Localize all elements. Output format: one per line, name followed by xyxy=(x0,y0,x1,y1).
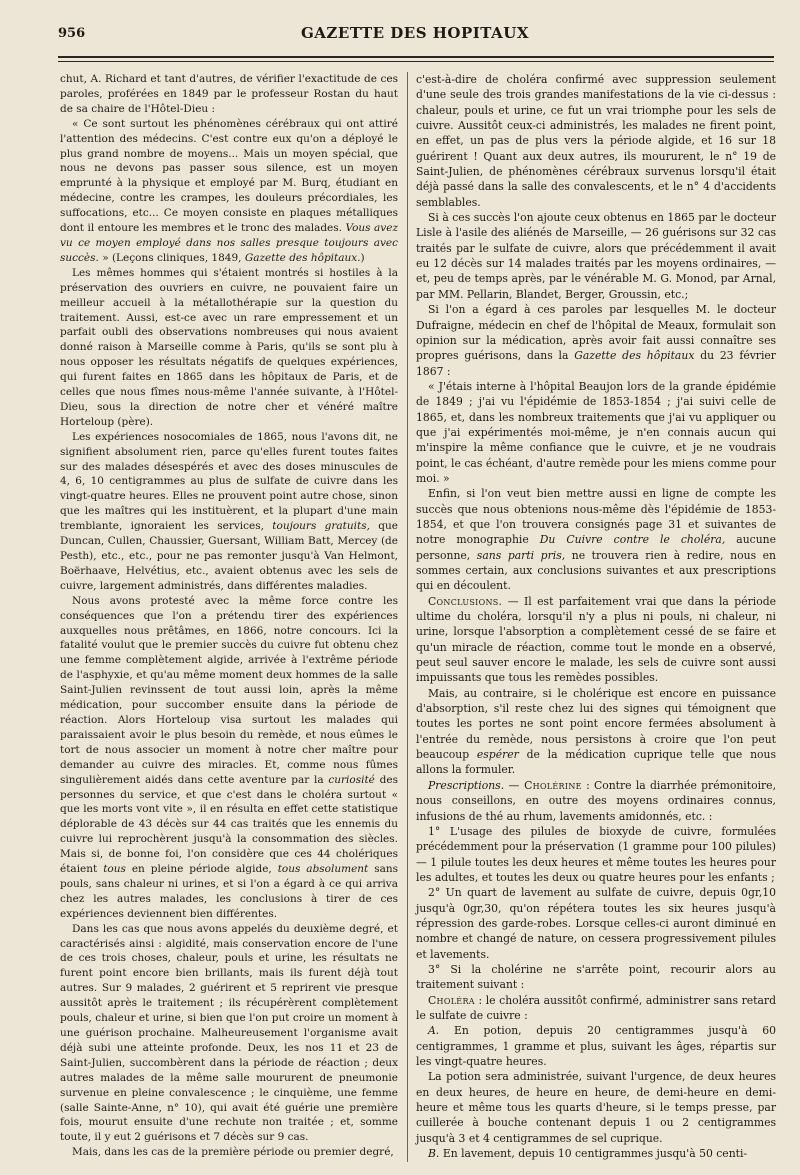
paragraph: B. En lavement, depuis 10 centigrammes jusqu'à 50 centi- xyxy=(428,1147,748,1161)
paragraph: La potion sera administrée, suivant l'urgence, de deux heures en deux heures, de heure en heure, de demi-heure en demi-heure et même tous les quarts d'heure, si le temps presse, par cuillerée à bouche contenant depuis 1 ou 2 centigrammes jusqu'à 3 et 4 centigrammes de sel cuprique. xyxy=(416,1070,776,1145)
paragraph: 2° Un quart de lavement au sulfate de cuivre, depuis 0gr,10 jusqu'à 0gr,30, qu'on répétera toutes les six heures jusqu'à répression des garde-robes. Lorsque celles-ci auront diminué en nombre et changé de nature, on cessera progressivement pilules et lavements. xyxy=(416,886,776,961)
paragraph: Si à ces succès l'on ajoute ceux obtenus en 1865 par le docteur Lisle à l'asile des aliénés de Marseille, — 26 guérisons sur 32 cas traités par le sulfate de cuivre, alors que précédemment il avait eu 12 décès sur 14 malades traités par les moyens ordinaires, — et, peu de temps après, par le vénérable M. G. Monod, par Arnal, par MM. Pellarin, Blandet, Berger, Groussin, etc.; xyxy=(416,211,776,301)
paragraph: chut, A. Richard et tant d'autres, de vérifier l'exactitude de ces paroles, proférées en 1849 par le professeur Rostan du haut de sa chaire de l'Hôtel-Dieu : xyxy=(60,73,398,115)
page-header xyxy=(58,22,772,52)
paragraph: 3° Si la cholérine ne s'arrête point, recourir alors au traitement suivant : xyxy=(416,962,776,992)
quote-paragraph: « Ce sont surtout les phénomènes cérébraux qui ont attiré l'attention des médecins. C'est contre eux qu'on a déployé le plus grand nombre de moyens... Mais un moyen spécial, que nous ne devons pas passer sous silence, est un moyen emprunté à la physique et employé par M. Burq, étudiant en médecine, contre les crampes, les douleurs précordiales, les suffocations, etc... Ce moyen consiste en plaques métalliques dont il entoure les membres et le tronc des malades. Vous avez vu ce moyen employé dans nos salles presque toujours avec succès. » (Leçons cliniques, 1849, Gazette des hôpitaux.) xyxy=(60,117,398,264)
section-label: Choléra xyxy=(428,993,475,1007)
paragraph: Les mêmes hommes qui s'étaient montrés si hostiles à la préservation des ouvriers en cuivre, ne pouvaient faire un meilleur accueil à la métallothérapie sur la question du traitement. Aussi, est-ce avec un rare empressement et un parfait oubli des observations nombreuses qui nous avaient donné raison à Marseille comme à Paris, qu'ils se sont plu à nous opposer les résultats négatifs de quelques expériences, qui furent faites en 1865 dans les hôpitaux de Paris, et de celles que nous fîmes nous-même l'année suivante, à l'Hôtel-Dieu, sous la direction de notre cher et vénéré maître Horteloup (père). xyxy=(60,266,398,428)
left-column xyxy=(60,72,398,1160)
running-title: GAZETTE DES HOPITAUX xyxy=(300,24,529,42)
right-column xyxy=(416,72,776,1161)
paragraph: Enfin, si l'on veut bien mettre aussi en ligne de compte les succès que nous obtenions nous-même dès l'épidémie de 1853-1854, et que l'on trouvera consignés page 31 et suivantes de notre monographie Du Cuivre contre le choléra, aucune personne, sans parti pris, ne trouvera rien à redire, nous en sommes certain, aux conclusions suivantes et aux prescriptions qui en découlent. xyxy=(416,487,777,593)
prescriptions-paragraph: Prescriptions. — Cholérine : Contre la diarrhée prémonitoire, nous conseillons, en outre des moyens ordinaires connus, infusions de thé au rhum, lavements amidonnés, etc. : xyxy=(416,778,777,823)
paragraph: Nous avons protesté avec la même force contre les conséquences que l'on a prétendu tirer des expériences auxquelles nous prêtâmes, en 1866, notre concours. Ici la fatalité voulut que le premier succès du cuivre fut obtenu chez une femme complètement algide, arrivée à l'extrême période de l'asphyxie, et qu'au même moment deux hommes de la salle Saint-Julien revinssent de tout aussi loin, après la même médication, pour succomber ensuite dans la période de réaction. Alors Horteloup visa surtout les malades qui paraissaient avoir le plus besoin du remède, et nous eûmes le tort de nous associer un moment à notre cher maître pour demander au cuivre des miracles. Et, comme nous fûmes singulièrement aidés dans cette aventure par la curiosité des personnes du service, et que c'est dans le choléra surtout « que les morts vont vite », il en résulta en effet cette statistique déplorable de 43 décès sur 44 cas traités que les ennemis du cuivre lui reprochèrent jusqu'à la consommation des siècles. Mais si, de bonne foi, l'on considère que ces 44 cholériques étaient tous en pleine période algide, tous absolument sans pouls, sans chaleur ni urines, et si l'on a égard à ce qui arriva chez les autres malades, les conclusions à tirer de ces expériences deviennent bien différentes. xyxy=(60,594,399,920)
paragraph: Les expériences nosocomiales de 1865, nous l'avons dit, ne signifient absolument rien, parce qu'elles furent toutes faites sur des malades désespérés et avec des doses minuscules de 4, 6, 10 centigrammes au plus de sulfate de cuivre dans les vingt-quatre heures. Elles ne prouvent point autre chose, sinon que les maîtres qui les instituèrent, et la plupart d'une main tremblante, ignoraient les services, toujours gratuits, que Duncan, Cullen, Chaussier, Guersant, William Batt, Mercey (de Pesth), etc., etc., pour ne pas remonter jusqu'à Van Helmont, Boërhaave, Helvétius, etc., avaient obtenus avec les sels de cuivre, largement administrés, dans différentes maladies. xyxy=(60,430,398,592)
paragraph: Si l'on a égard à ces paroles par lesquelles M. le docteur Dufraigne, médecin en chef de l'hôpital de Meaux, formulait son opinion sur la médication, après avoir fait aussi connaître ses propres guérisons, dans la Gazette des hôpitaux du 23 février 1867 : xyxy=(416,303,776,378)
paragraph: Mais, dans les cas de la première période ou premier degré, xyxy=(72,1146,394,1159)
paragraph: Dans les cas que nous avons appelés du deuxième degré, et caractérisés ainsi : algidité, mais conservation encore de l'une de ces trois choses, chaleur, pouls et urine, les résultats ne furent point encore bien brillants, mais ils furent déjà tout autres. Sur 9 malades, 2 guérirent et 5 reprirent vie presque aussitôt après le traitement ; ils récupérèrent complètement pouls, chaleur et urine, si bien que l'on put croire un moment à une guérison prochaine. Malheureusement l'organisme avait déjà subi une atteinte profonde. Deux, les nos 11 et 23 de Saint-Julien, succombèrent dans la période de réaction ; deux autres malades de la même salle moururent de pneumonie survenue en pleine convalescence ; le cinquième, une femme (salle Sainte-Anne, n° 10), qui avait été guérie une première fois, mourut ensuite d'une rechute non traitée ; et, somme toute, il y eut 2 guérisons et 7 décès sur 9 cas. xyxy=(60,922,398,1144)
paragraph: Choléra : le choléra aussitôt confirmé, administrer sans retard le sulfate de cuivre : xyxy=(416,993,776,1022)
paragraph: Mais, au contraire, si le cholérique est encore en puissance d'absorption, s'il reste chez lui des signes qui témoignent que toutes les portes ne sont point encore fermées absolument à l'entrée du remède, nous persistons à croire que l'on peut beaucoup espérer de la médication cuprique telle que nous allons la formuler. xyxy=(416,686,777,777)
paragraph: A. En potion, depuis 20 centigrammes jusqu'à 60 centigrammes, 1 gramme et plus, suivant les âges, répartis sur les vingt-quatre heures. xyxy=(416,1024,776,1068)
paragraph: 1° L'usage des pilules de bioxyde de cuivre, formulées précédemment pour la préservation (1 gramme pour 100 pilules) — 1 pilule toutes les deux heures et même toutes les heures pour les adultes, et toutes les deux ou quatre heures pour les enfants ; xyxy=(416,824,776,884)
header-rule-thin xyxy=(58,61,774,62)
paragraph: c'est-à-dire de choléra confirmé avec suppression seulement d'une seule des trois grandes manifestations de la vie ci-dessus : chaleur, pouls et urine, ce fut un vrai triomphe pour les sels de cuivre. Aussitôt ceux-ci administrés, les malades ne firent point, en effet, un pas de plus vers la période algide, et 16 sur 18 guérirent ! Quant aux deux autres, ils moururent, le n° 19 de Saint-Julien, de phénomènes cérébraux survenus lorsqu'il était déjà passé dans la salle des convalescents, et le n° 4 d'accidents semblables. xyxy=(416,73,776,209)
section-label: Prescriptions. xyxy=(428,778,505,792)
section-label: Conclusions. xyxy=(428,594,503,608)
page-number: 956 xyxy=(58,26,86,41)
conclusions-paragraph: Conclusions. — Il est parfaitement vrai que dans la période ultime du choléra, lorsqu'il n'y a plus ni pouls, ni chaleur, ni urine, lorsque l'absorption a complètement cessé de se faire et qu'un miracle de réaction, comme tout le monde en a observé, peut seul sauver encore le malade, les sels de cuivre sont aussi impuissants que tous les remèdes possibles. xyxy=(416,594,776,685)
column-divider xyxy=(407,72,408,1162)
quote-paragraph: « J'étais interne à l'hôpital Beaujon lors de la grande épidémie de 1849 ; j'ai vu l'épidémie de 1853-1854 ; j'ai suivi celle de 1865, et, dans les nombreux traitements que j'ai vu appliquer ou que j'ai expérimentés moi-même, je n'en connais aucun qui m'inspire la même confiance que le cuivre, et je ne voudrais point, le cas échéant, d'autre remède pour les miens comme pour moi. » xyxy=(416,379,776,485)
header-rule-thick xyxy=(58,56,774,58)
